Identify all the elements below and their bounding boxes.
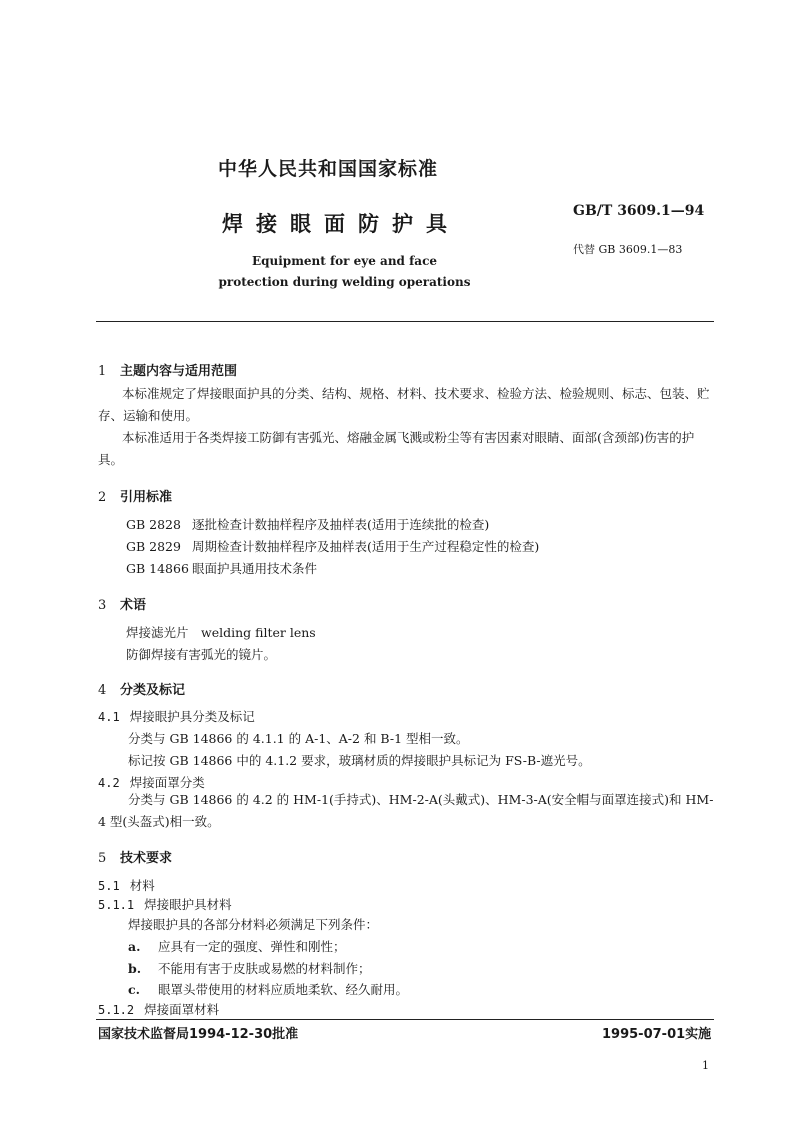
section-5-heading [98,847,172,866]
effective-date: 1995-07-01实施 [602,1027,712,1042]
section-4-heading [98,679,185,698]
list-item-marker: c. [128,982,140,997]
subsection-title: 焊接面罩分类 [129,775,205,790]
reference-title: 周期检查计数抽样程序及抽样表(适用于生产过程稳定性的检查) [192,539,540,554]
list-item-text: 不能用有害于皮肤或易燃的材料制作； [158,961,371,976]
header-divider [96,321,714,322]
section-1-paragraph-1: 本标准规定了焊接眼面护具的分类、结构、规格、材料、技术要求、检验方法、检验规则、标志、包装、贮存、运输和使用。 [98,386,710,423]
subsection-title: 焊接面罩材料 [144,1002,220,1017]
section-1-heading [98,360,237,379]
subsection-title: 焊接眼护具分类及标记 [129,709,255,724]
subsection-title: 材料 [129,878,155,893]
section-title: 分类及标记 [120,683,186,698]
subsection-4-1-heading [98,707,255,725]
title-en-line-1: Equipment for eye and face [251,254,438,268]
subsection-number: 5.1.2 [98,1003,135,1017]
document-title-cn: 焊接眼面防护具 [222,212,460,236]
term-name: 焊接滤光片 welding filter lens [126,625,316,640]
section-1-paragraph-2: 本标准适用于各类焊接工防御有害弧光、熔融金属飞溅或粉尘等有害因素对眼睛、面部(含颈部)伤害的护具。 [98,430,695,467]
list-item [128,937,346,955]
replaces-standard: 代替 GB 3609.1—83 [573,243,683,256]
title-en-line-2: protection during welding operations [218,275,471,289]
standard-code: GB/T 3609.1—94 [573,203,705,219]
reference-code: GB 2829 [126,539,181,554]
subsection-5-1-1-heading [98,895,232,913]
subsection-title: 焊接眼护具材料 [144,897,232,912]
reference-title: 逐批检查计数抽样程序及抽样表(适用于连续批的检查) [192,517,490,532]
section-3-heading [98,594,146,613]
subsection-number: 4.1 [98,710,120,724]
list-item-marker: a. [128,939,141,954]
subsection-4-1-line-1: 分类与 GB 14866 的 4.1.1 的 A-1、A-2 和 B-1 型相一致。 [128,731,469,746]
list-item-marker: b. [128,961,142,976]
subsection-5-1-heading [98,876,155,894]
reference-title: 眼面护具通用技术条件 [192,561,318,576]
subsection-number: 4.2 [98,776,120,790]
section-number: 2 [98,490,107,505]
section-number: 3 [98,598,107,613]
reference-item [126,515,489,533]
term-definition: 防御焊接有害弧光的镜片。 [126,647,277,662]
subsection-4-1-line-2: 标记按 GB 14866 中的 4.1.2 要求，玻璃材质的焊接眼护具标记为 FS-B-遮光号。 [128,753,591,768]
subsection-5-1-1-intro: 焊接眼护具的各部分材料必须满足下列条件： [128,917,379,932]
page-number: 1 [702,1059,709,1072]
list-item [128,980,408,998]
national-standard-heading: 中华人民共和国国家标准 [218,158,439,180]
section-number: 5 [98,851,107,866]
list-item [128,959,371,977]
subsection-number: 5.1.1 [98,898,135,912]
subsection-number: 5.1 [98,879,120,893]
subsection-4-2-paragraph: 分类与 GB 14866 的 4.2 的 HM-1(手持式)、HM-2-A(头戴式)、HM-3-A(安全帽与面罩连接式)和 HM-4 型(头盔式)相一致。 [98,792,714,829]
section-title: 技术要求 [120,851,173,866]
document-title-en [200,251,489,293]
approval-date: 国家技术监督局1994-12-30批准 [98,1027,299,1042]
section-title: 引用标准 [120,490,173,505]
section-number: 4 [98,683,107,698]
list-item-text: 应具有一定的强度、弹性和刚性； [158,939,346,954]
reference-code: GB 14866 [126,561,189,576]
footer-divider [96,1019,714,1020]
list-item-text: 眼罩头带使用的材料应质地柔软、经久耐用。 [158,982,409,997]
section-number: 1 [98,364,107,379]
section-title: 主题内容与适用范围 [120,364,238,379]
reference-code: GB 2828 [126,517,181,532]
section-title: 术语 [120,598,147,613]
subsection-5-1-2-heading [98,1000,219,1018]
reference-item [126,559,317,577]
reference-item [126,537,539,555]
section-2-heading [98,486,172,505]
